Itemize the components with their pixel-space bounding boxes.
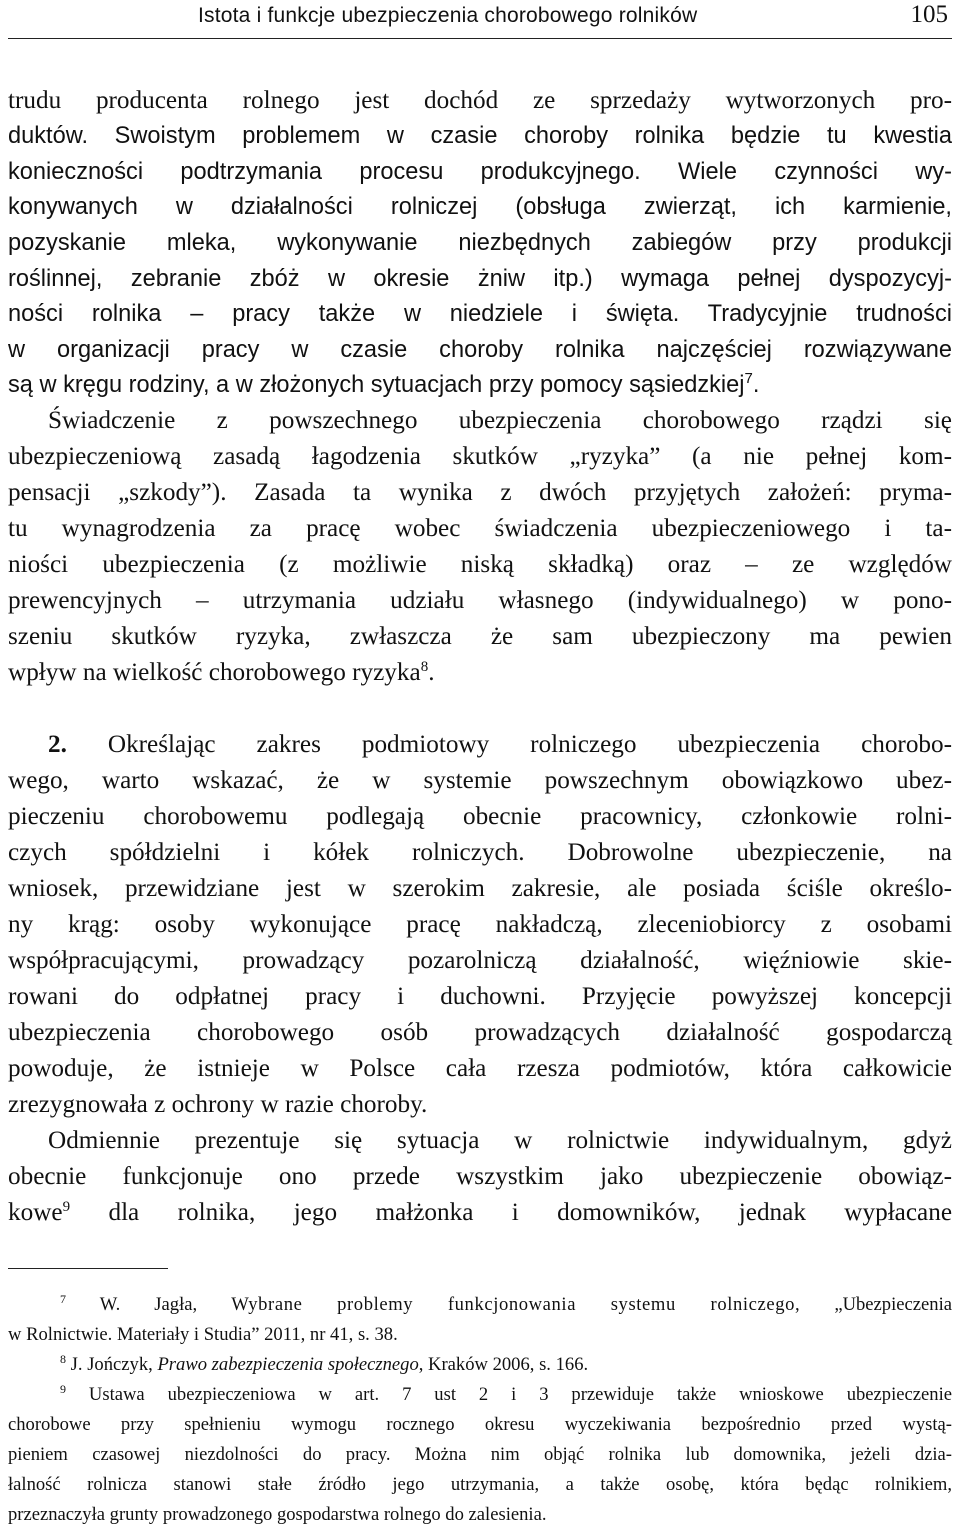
text-line: niości ubezpieczenia (z możliwie niską składką) oraz – ze względów <box>8 551 952 578</box>
text-line: duktów. Swoistym problemem w czasie choroby rolnika będzie tu kwestia <box>8 123 952 149</box>
text-line: ności rolnika – pracy także w niedziele i święta. Tradycyjnie trudności <box>8 301 952 327</box>
section-number: 2. <box>48 731 67 758</box>
running-title: Istota i funkcje ubezpieczenia chorobowego rolników <box>198 4 698 27</box>
text-line: są w kręgu rodziny, a w złożonych sytuacjach przy pomocy sąsiedzkiej$^7$. <box>8 370 760 398</box>
footnote-9-cont: chorobowe przy spełnieniu wymogu rocznego okresu wyczekiwania bezpośrednio przed wystą- <box>8 1414 952 1435</box>
text-line: w organizacji pracy w czasie choroby rolnika najczęściej rozwiązywane <box>8 337 952 363</box>
footnote-ref[interactable]: 7 <box>744 370 753 387</box>
footnote-9-cont: pieniem czasowej niezdolności do pracy. Można nim objąć rolnika lub domownika, jeżeli dzia- <box>8 1444 952 1465</box>
footnote-7-cont: w Rolnictwie. Materiały i Studia” 2011, nr 41, s. 38. <box>8 1324 398 1345</box>
text-line: kowe$^9$ dla rolnika, jego małżonka i domowników, jednak wypłacane <box>8 1199 952 1226</box>
text-line: pozyskanie mleka, wykonywanie niezbędnych zabiegów przy produkcji <box>8 230 952 256</box>
running-header <box>8 0 952 39</box>
footnote-8: $^8$ J. Jończyk, Prawo zabezpieczenia społecznego, Kraków 2006, s. 166. <box>60 1352 589 1375</box>
footnote-ref[interactable]: 8 <box>420 659 429 675</box>
text-line: czych spółdzielni i kółek rolniczych. Dobrowolne ubezpieczenie, na <box>8 839 952 866</box>
text-line: roślinnej, zebranie zbóż w okresie żniw itp.) wymaga pełnej dyspozycyj- <box>8 266 952 292</box>
text-line: ubezpieczenia chorobowego osób prowadzących działalność gospodarczą <box>8 1019 952 1046</box>
footnote-9: $^9$ Ustawa ubezpieczeniowa w art. 7 ust 2 i 3 przewiduje także wnioskowe ubezpieczenie <box>60 1382 952 1405</box>
text-line: tu wynagrodzenia za pracę wobec świadczenia ubezpieczeniowego i ta- <box>8 515 952 542</box>
text-line: pensacji „szkody”). Zasada ta wynika z dwóch przyjętych założeń: pryma- <box>8 479 952 506</box>
footnote-separator <box>8 1268 168 1269</box>
footnote-9-cont: przeznaczyła grunty prowadzonego gospodarstwa rolnego do zalesienia. <box>8 1504 547 1525</box>
text-line: ubezpieczeniową zasadą łagodzenia skutków „ryzyka” (a nie pełnej kom- <box>8 443 952 470</box>
text-line: współpracującymi, prowadzący pozarolniczą działalność, więźniowie skie- <box>8 947 952 974</box>
text-line: konieczności podtrzymania procesu produkcyjnego. Wiele czynności wy- <box>8 159 952 185</box>
text-line: zrezygnowała z ochrony w razie choroby. <box>8 1091 428 1118</box>
text-line: powoduje, że istnieje w Polsce cała rzesza podmiotów, która całkowicie <box>8 1055 952 1082</box>
text-line: trudu producenta rolnego jest dochód ze sprzedaży wytworzonych pro- <box>8 87 952 114</box>
text-line: 2. Określając zakres podmiotowy rolniczego ubezpieczenia chorobo- <box>48 731 952 758</box>
text-line: rowani do odpłatnej pracy i duchowni. Przyjęcie powyższej koncepcji <box>8 983 952 1010</box>
text-line: wpływ na wielkość chorobowego ryzyka$^8$. <box>8 659 435 686</box>
text-line: Świadczenie z powszechnego ubezpieczenia chorobowego rządzi się <box>48 407 952 434</box>
footnote-ref[interactable]: 9 <box>62 1199 71 1215</box>
text-line: Odmiennie prezentuje się sytuacja w rolnictwie indywidualnym, gdyż <box>48 1127 952 1154</box>
text-line: konywanych w działalności rolniczej (obsługa zwierząt, ich karmienie, <box>8 194 952 220</box>
footnote-7: $^7$ W. Jagła, Wybrane problemy funkcjonowania systemu rolniczego, „Ubezpieczenia <box>60 1292 953 1315</box>
text-line: wego, warto wskazać, że w systemie powszechnym obowiązkowo ubez- <box>8 767 952 794</box>
footnote-9-cont: łalność rolnicza stanowi stałe źródło jego utrzymania, a także osobę, która będąc rolnikiem, <box>8 1474 952 1495</box>
text-line: wniosek, przewidziane jest w szerokim zakresie, ale posiada ściśle określo- <box>8 875 952 902</box>
text-line: ny krąg: osoby wykonujące pracę nakładczą, zleceniobiorcy z osobami <box>8 911 952 938</box>
text-line: prewencyjnych – utrzymania udziału własnego (indywidualnego) w pono- <box>8 587 952 614</box>
text-line: pieczeniu chorobowemu podlegają obecnie pracownicy, członkowie rolni- <box>8 803 952 830</box>
text-line: szeniu skutków ryzyka, zwłaszcza że sam ubezpieczony ma pewien <box>8 623 952 650</box>
text-line: obecnie funkcjonuje ono przede wszystkim jako ubezpieczenie obowiąz- <box>8 1163 952 1190</box>
page-number: 105 <box>910 1 948 28</box>
